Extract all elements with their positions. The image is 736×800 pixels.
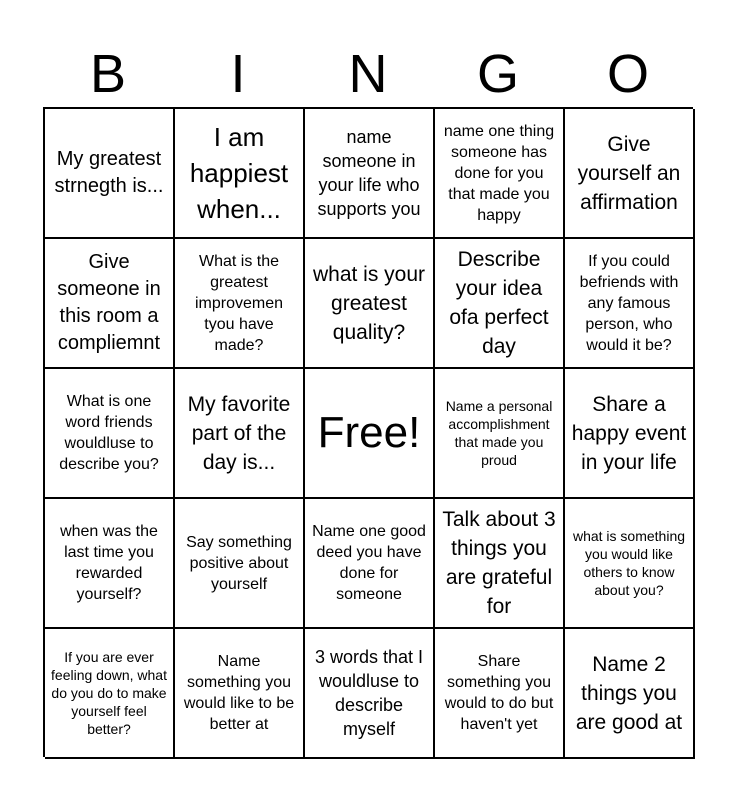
header-letter-b: B	[89, 44, 127, 104]
header-letter-g: G	[476, 44, 519, 104]
cell-text: What is the greatest improvemen tyou have made?	[194, 252, 284, 354]
bingo-cell[interactable]	[565, 629, 695, 759]
bingo-cell[interactable]	[305, 629, 435, 759]
cell-text: Give someone in this room a compliemnt	[57, 251, 161, 354]
bingo-cell[interactable]	[565, 239, 695, 369]
bingo-cell[interactable]	[435, 629, 565, 759]
cell-text: Share a happy event in your life	[571, 392, 687, 474]
bingo-grid	[43, 107, 693, 757]
bingo-cell[interactable]	[175, 629, 305, 759]
cell-text: Talk about 3 things you are grateful for	[442, 508, 556, 618]
cell-text: If you are ever feeling down, what do you do to make yourself feel better?	[51, 649, 167, 737]
cell-text: Name something you would like to be better at	[183, 653, 295, 733]
bingo-cell[interactable]	[565, 109, 695, 239]
cell-text: What is one word friends wouldluse to describe you?	[59, 393, 159, 473]
cell-text: when was the last time you rewarded yourself?	[60, 523, 158, 603]
cell-text: Share something you would to do but haven't yet	[444, 653, 554, 733]
bingo-header	[43, 40, 693, 108]
bingo-cell[interactable]	[175, 239, 305, 369]
cell-text: My greatest strnegth is...	[54, 148, 164, 197]
bingo-cell[interactable]	[45, 239, 175, 369]
cell-text: what is something you would like others to know about you?	[572, 528, 686, 598]
bingo-cell[interactable]	[45, 369, 175, 499]
cell-text: Name a personal accomplishment that made you proud	[445, 398, 553, 468]
bingo-cell[interactable]	[305, 499, 435, 629]
cell-text: Name one good deed you have done for someone	[312, 523, 426, 603]
header-letter-o: O	[606, 44, 649, 104]
free-text: Free!	[317, 408, 421, 457]
bingo-cell[interactable]	[45, 499, 175, 629]
bingo-cell[interactable]	[175, 109, 305, 239]
cell-text: Give yourself an affirmation	[577, 132, 681, 214]
bingo-cell[interactable]	[305, 109, 435, 239]
bingo-cell[interactable]	[305, 239, 435, 369]
header-letter-i: I	[230, 44, 246, 104]
header-letter-n: N	[348, 44, 388, 104]
bingo-cell[interactable]	[435, 109, 565, 239]
bingo-cell[interactable]	[45, 629, 175, 759]
bingo-cell[interactable]	[435, 369, 565, 499]
cell-text: 3 words that I wouldluse to describe myself	[314, 647, 424, 739]
cell-text: name one thing someone has done for you that made you happy	[443, 122, 555, 224]
cell-text: Describe your idea ofa perfect day	[449, 248, 549, 358]
bingo-cell[interactable]	[565, 369, 695, 499]
cell-text: Name 2 things you are good at	[575, 652, 683, 734]
cell-text: My favorite part of the day is...	[187, 392, 291, 474]
cell-text: If you could befriends with any famous person, who would it be?	[579, 252, 679, 354]
cell-text: I am happiest when...	[189, 122, 289, 224]
bingo-cell[interactable]	[435, 499, 565, 629]
bingo-cell[interactable]	[45, 109, 175, 239]
bingo-cell[interactable]	[175, 369, 305, 499]
free-cell[interactable]	[305, 369, 435, 499]
cell-text: name someone in your life who supports you	[317, 127, 421, 219]
cell-text: what is your greatest quality?	[312, 262, 426, 344]
bingo-cell[interactable]	[175, 499, 305, 629]
cell-text: Say something positive about yourself	[186, 533, 292, 593]
bingo-cell[interactable]	[435, 239, 565, 369]
bingo-cell[interactable]	[565, 499, 695, 629]
